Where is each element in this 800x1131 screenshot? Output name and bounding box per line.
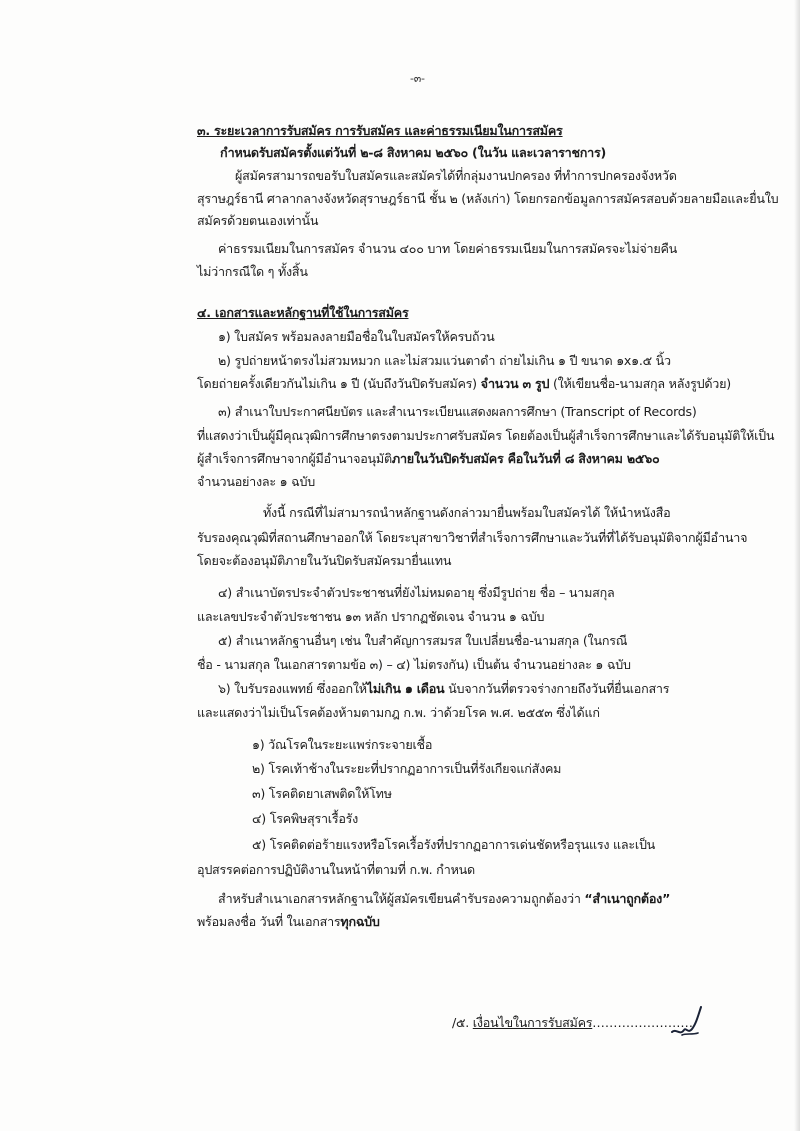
section-4-heading: ๔. เอกสารและหลักฐานที่ใช้ในการสมัคร xyxy=(197,305,409,320)
note-line2: รับรองคุณวุฒิที่สถานศึกษาออกให้ โดยระบุสาขาวิชาที่สำเร็จการศึกษาและวันที่ที่ได้รับอนุมัติจากผู้มีอำนาจ xyxy=(197,530,748,545)
item-4-line2: และเลขประจำตัวประชาชน ๑๓ หลัก ปรากฏชัดเจน จำนวน ๑ ฉบับ xyxy=(197,609,545,624)
disease-3: ๓) โรคติดยาเสพติดให้โทษ xyxy=(252,786,392,801)
section-3-subheading: กำหนดรับสมัครตั้งแต่วันที่ ๒-๘ สิงหาคม ๒๕๖๐ (ในวัน และเวลาราชการ) xyxy=(220,145,607,160)
item-5-line2: ชื่อ - นามสกุล ในเอกสารตามข้อ ๓) – ๔) ไม่ตรงกัน) เป็นต้น จำนวนอย่างละ ๑ ฉบับ xyxy=(197,657,631,672)
certification-every-copy: ทุกฉบับ xyxy=(340,914,380,929)
item-3-line1: ๓) สำเนาใบประกาศนียบัตร และสำเนาระเบียนแสดงผลการศึกษา (Transcript of Records) xyxy=(218,404,697,419)
item-2-line1: ๒) รูปถ่ายหน้าตรงไม่สวมหมวก และไม่สวมแว่นตาดำ ถ่ายไม่เกิน ๑ ปี ขนาด ๑x๑.๕ นิ้ว xyxy=(218,353,671,368)
certification-phrase: “สำเนาถูกต้อง” xyxy=(584,891,671,906)
item-3-line3 xyxy=(197,451,659,467)
section-3-para1-line1: ผู้สมัครสามารถขอรับใบสมัครและสมัครได้ที่กลุ่มงานปกครอง ที่ทำการปกครองจังหวัด xyxy=(235,168,677,183)
item-3-line3-text: ผู้สำเร็จการศึกษาจากผู้มีอำนาจอนุมัติ xyxy=(197,451,392,466)
item-6-validity: ไม่เกิน ๑ เดือน xyxy=(366,681,445,696)
item-2-line2 xyxy=(197,376,731,392)
section-3-para2-line1: ค่าธรรมเนียมในการสมัคร จำนวน ๔๐๐ บาท โดยค่าธรรมเนียมในการสมัครจะไม่จ่ายคืน xyxy=(218,241,677,256)
disease-5-line2: อุปสรรคต่อการปฏิบัติงานในหน้าที่ตามที่ ก.พ. กำหนด xyxy=(197,862,475,877)
footer-prefix: /๕. xyxy=(452,1015,473,1030)
item-6-line1 xyxy=(218,681,669,697)
section-3-para1-line2: สุราษฎร์ธานี ศาลากลางจังหวัดสุราษฎร์ธานี ชั้น ๒ (หลังเก่า) โดยกรอกข้อมูลการสมัครสอบด้วยลายมือและยื่นใบ xyxy=(197,191,779,206)
item-3-deadline: ภายในวันปิดรับสมัคร คือในวันที่ ๘ สิงหาคม ๒๕๖๐ xyxy=(391,451,660,466)
certification-text: สำหรับสำเนาเอกสารหลักฐานให้ผู้สมัครเขียนคำรับรองความถูกต้องว่า xyxy=(218,891,585,906)
note-line1: ทั้งนี้ กรณีที่ไม่สามารถนำหลักฐานดังกล่าวมายื่นพร้อมใบสมัครได้ ให้นำหนังสือ xyxy=(263,505,671,520)
section-3-heading: ๓. ระยะเวลาการรับสมัคร การรับสมัคร และค่าธรรมเนียมในการสมัคร xyxy=(197,123,563,138)
scan-edge-shadow xyxy=(794,0,800,1131)
footer-dots: …………………… xyxy=(592,1015,694,1030)
item-2-line2-text: โดยถ่ายครั้งเดียวกันไม่เกิน ๑ ปี (นับถึงวันปิดรับสมัคร) xyxy=(197,376,481,391)
item-4-line1: ๔) สำเนาบัตรประจำตัวประชาชนที่ยังไม่หมดอายุ ซึ่งมีรูปถ่าย ชื่อ – นามสกุล xyxy=(218,585,615,600)
item-2-line2-tail: (ให้เขียนชื่อ-นามสกุล หลังรูปด้วย) xyxy=(549,376,731,391)
page-number: -๓- xyxy=(410,72,425,85)
item-3-line4: จำนวนอย่างละ ๑ ฉบับ xyxy=(197,474,315,489)
disease-4: ๔) โรคพิษสุราเรื้อรัง xyxy=(252,811,359,826)
signature-icon xyxy=(668,1002,708,1040)
item-6-line1-tail: นับจากวันที่ตรวจร่างกายถึงวันที่ยื่นเอกสาร xyxy=(444,681,670,696)
disease-5-line1: ๕) โรคติดต่อร้ายแรงหรือโรคเรื้อรังที่ปรากฏอาการเด่นชัดหรือรุนแรง และเป็น xyxy=(252,837,656,852)
item-1: ๑) ใบสมัคร พร้อมลงลายมือชื่อในใบสมัครให้ครบถ้วน xyxy=(218,329,495,344)
section-3-para2-line2: ไม่ว่ากรณีใด ๆ ทั้งสิ้น xyxy=(197,264,308,279)
item-3-line2: ที่แสดงว่าเป็นผู้มีคุณวุฒิการศึกษาตรงตามประกาศรับสมัคร โดยต้องเป็นผู้สำเร็จการศึกษาและได้รับอนุมัติให้เป็น xyxy=(197,428,775,443)
item-6-line2: และแสดงว่าไม่เป็นโรคต้องห้ามตามกฎ ก.พ. ว่าด้วยโรค พ.ศ. ๒๕๕๓ ซึ่งได้แก่ xyxy=(197,705,600,720)
footer-next-section: เงื่อนไขในการรับสมัคร xyxy=(472,1015,593,1030)
item-5-line1: ๕) สำเนาหลักฐานอื่นๆ เช่น ใบสำคัญการสมรส ใบเปลี่ยนชื่อ-นามสกุล (ในกรณี xyxy=(218,633,628,648)
certification-line2 xyxy=(197,914,380,930)
item-2-photo-count: จำนวน ๓ รูป xyxy=(480,376,550,391)
certification-line2-text: พร้อมลงชื่อ วันที่ ในเอกสาร xyxy=(197,914,341,929)
footer-continuation xyxy=(452,1015,693,1031)
item-6-line1-text: ๖) ใบรับรองแพทย์ ซึ่งออกให้ xyxy=(218,681,367,696)
disease-2: ๒) โรคเท้าช้างในระยะที่ปรากฏอาการเป็นที่รังเกียจแก่สังคม xyxy=(252,761,562,776)
disease-1: ๑) วัณโรคในระยะแพร่กระจายเชื้อ xyxy=(252,737,433,752)
note-line3: โดยจะต้องอนุมัติภายในวันปิดรับสมัครมายื่นแทน xyxy=(197,553,452,568)
section-3-para1-line3: สมัครด้วยตนเองเท่านั้น xyxy=(197,213,319,228)
certification-line1 xyxy=(218,891,670,907)
